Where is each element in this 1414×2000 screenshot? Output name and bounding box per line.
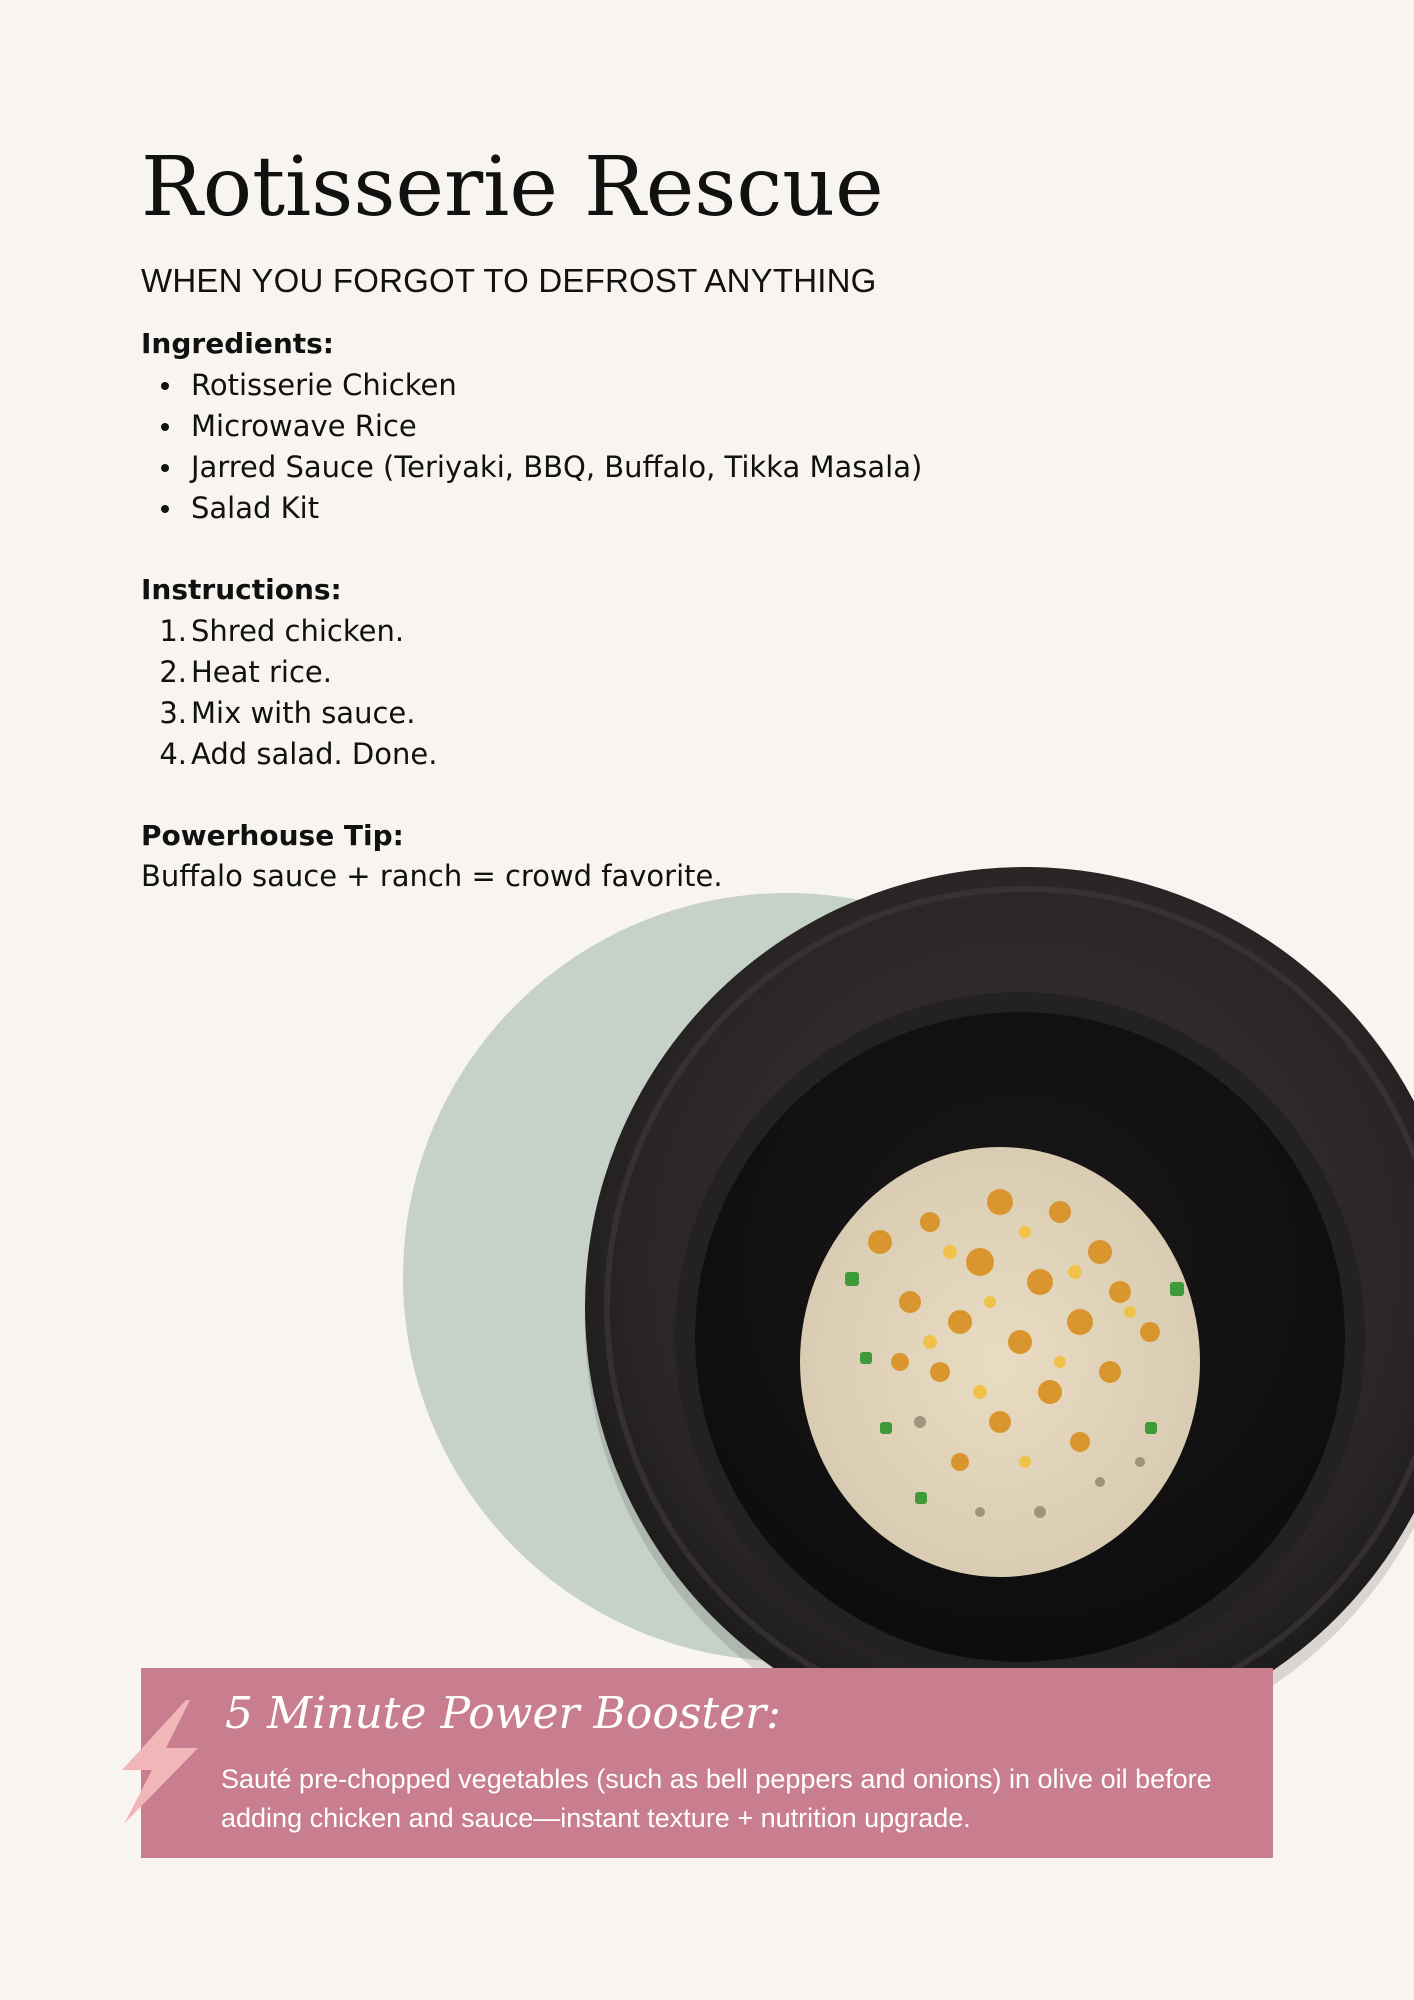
tip-heading: Powerhouse Tip: <box>141 819 404 852</box>
step-number: 2. <box>159 655 187 689</box>
page-subtitle: WHEN YOU FORGOT TO DEFROST ANYTHING <box>141 262 877 299</box>
page-title: Rotisserie Rescue <box>141 140 884 235</box>
booster-text: Sauté pre-chopped vegetables (such as bell peppers and onions) in olive oil before adding chicken and sauce—instant texture + nutrition upgrade. <box>221 1764 1212 1833</box>
step-text: Heat rice. <box>191 655 332 689</box>
instruction-step <box>141 611 437 652</box>
step-text: Add salad. Done. <box>191 737 438 771</box>
ingredient-item: Salad Kit <box>141 488 922 529</box>
power-booster-box <box>141 1668 1273 1858</box>
step-text: Shred chicken. <box>191 614 405 648</box>
ingredient-item: Microwave Rice <box>141 406 922 447</box>
step-number: 1. <box>159 614 187 648</box>
step-number: 3. <box>159 696 187 730</box>
step-text: Mix with sauce. <box>191 696 416 730</box>
instructions-list <box>141 611 437 775</box>
instruction-step <box>141 734 437 775</box>
ingredient-item: Rotisserie Chicken <box>141 365 922 406</box>
dish-photo <box>580 862 1414 1752</box>
instructions-heading: Instructions: <box>141 573 342 606</box>
ingredients-list <box>141 365 922 529</box>
ingredient-item: Jarred Sauce (Teriyaki, BBQ, Buffalo, Tikka Masala) <box>141 447 922 488</box>
instruction-step <box>141 652 437 693</box>
instruction-step <box>141 693 437 734</box>
tip-text: Buffalo sauce + ranch = crowd favorite. <box>141 859 723 893</box>
lightning-bolt-icon <box>100 1700 206 1824</box>
booster-title: 5 Minute Power Booster: <box>225 1688 781 1739</box>
ingredients-heading: Ingredients: <box>141 327 335 360</box>
step-number: 4. <box>159 737 187 771</box>
